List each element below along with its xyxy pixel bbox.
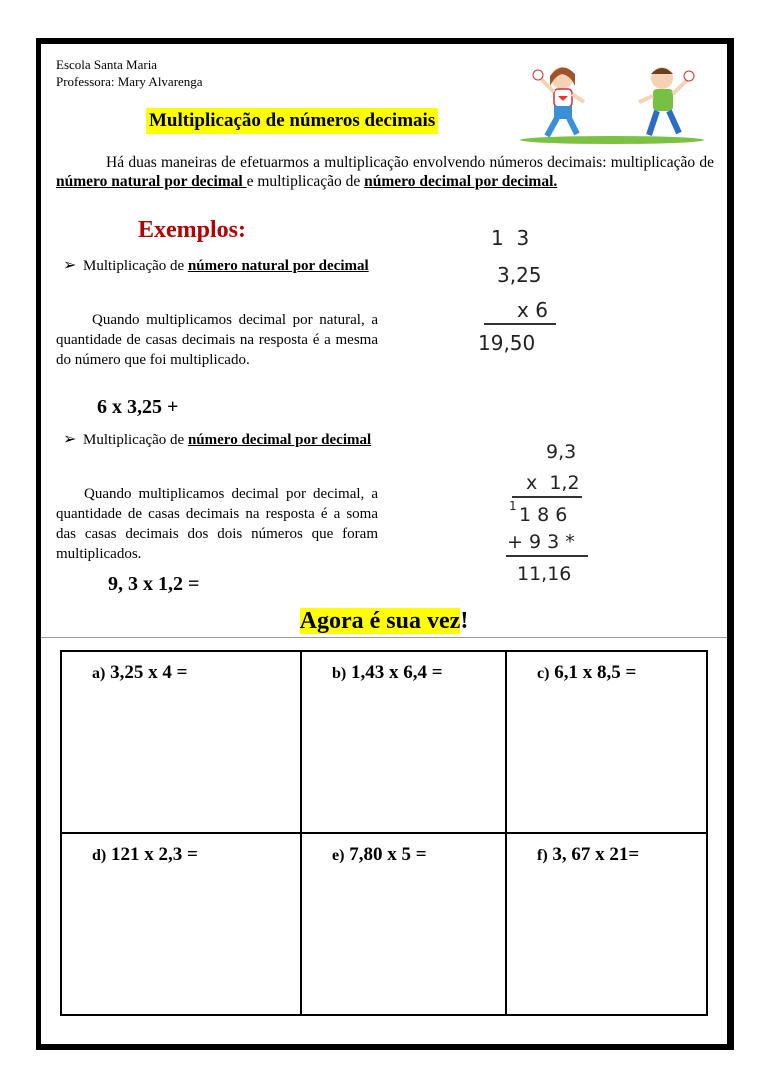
example2-paragraph [56,484,378,564]
example1-calc-result: 19,50 [478,331,536,355]
exercise-letter: a) [92,665,106,682]
exercise-expression: 3, 67 x 21= [552,844,640,865]
exercise-expression: 6,1 x 8,5 = [554,662,637,683]
example2-calc-partial1: 1 8 6 [519,504,568,526]
exercise-letter: e) [332,847,345,864]
intro-underlined-2: número decimal por decimal. [364,173,558,190]
exercise-cell-f[interactable] [507,834,706,1014]
exercise-cell-b[interactable] [302,652,507,834]
example1-calc-carry: 1 3 [491,226,530,250]
example2-calc-mult: x 1,2 [526,472,580,494]
exercise-letter: f) [537,847,548,864]
example2-calc-line2 [506,555,588,557]
page-title: Multiplicação de números decimais [146,108,438,134]
example1-expression: 6 x 3,25 + [97,396,179,418]
school-header [56,56,203,90]
example2-paragraph-text: Quando multiplicamos decimal por decimal, a quantidade de casas decimais na resposta é a soma das casas decimais dos dois números que foram multiplicados. [56,486,378,562]
exercise-cell-d[interactable] [62,834,302,1014]
intro-text-1: Há duas maneiras de efetuarmos a multiplicação envolvendo números decimais: multiplicação de [106,154,714,171]
exercise-cell-a[interactable] [62,652,302,834]
right-arrow-bullet-icon: ➢ [63,431,77,448]
right-arrow-bullet-icon: ➢ [63,257,77,274]
example1-bullet-underlined: número natural por decimal [187,258,369,274]
exercise-letter: d) [92,847,107,864]
divider [41,637,727,638]
example2-expression: 9, 3 x 1,2 = [108,573,200,595]
your-turn-suffix: ! [460,608,469,634]
example2-bullet-underlined: número decimal por decimal [187,432,372,448]
intro-text-2: e multiplicação de [246,173,365,190]
your-turn-highlight: Agora é sua vez [299,608,461,634]
example2-bullet [63,430,379,450]
school-name: Escola Santa Maria [56,57,158,72]
example2-bullet-prefix: Multiplicação de [83,432,188,448]
example2-calc-top: 9,3 [546,441,577,463]
example1-calc-line [484,323,556,325]
exercise-expression: 1,43 x 6,4 = [350,662,443,683]
exercise-letter: c) [537,665,550,682]
example1-calc-mult: x 6 [517,298,548,322]
exercise-cell-c[interactable] [507,652,706,834]
example2-calc-line1 [512,496,582,498]
exercise-grid [60,650,708,1016]
exercise-expression: 3,25 x 4 = [110,662,188,683]
exercise-letter: b) [332,665,347,682]
example1-bullet [63,256,379,276]
intro-underlined-1: número natural por decimal [56,173,247,190]
example2-calc-partial2: + 9 3 * [507,531,575,553]
kids-playing-illustration [517,56,713,146]
exercise-expression: 121 x 2,3 = [110,844,198,865]
example1-bullet-prefix: Multiplicação de [83,258,188,274]
example2-calc-carry: 1 [509,499,517,513]
teacher-name: Professora: Mary Alvarenga [56,74,203,89]
exercise-cell-e[interactable] [302,834,507,1014]
example1-calc-top: 3,25 [497,263,542,287]
intro-paragraph [56,153,714,191]
your-turn-heading [0,608,768,635]
exercise-expression: 7,80 x 5 = [349,844,427,865]
example2-calc-result: 11,16 [517,563,572,585]
example1-paragraph-text: Quando multiplicamos decimal por natural, a quantidade de casas decimais na resposta é a mesma do número que foi multiplicado. [56,312,378,368]
examples-heading: Exemplos: [138,217,246,243]
example1-paragraph [56,310,378,370]
